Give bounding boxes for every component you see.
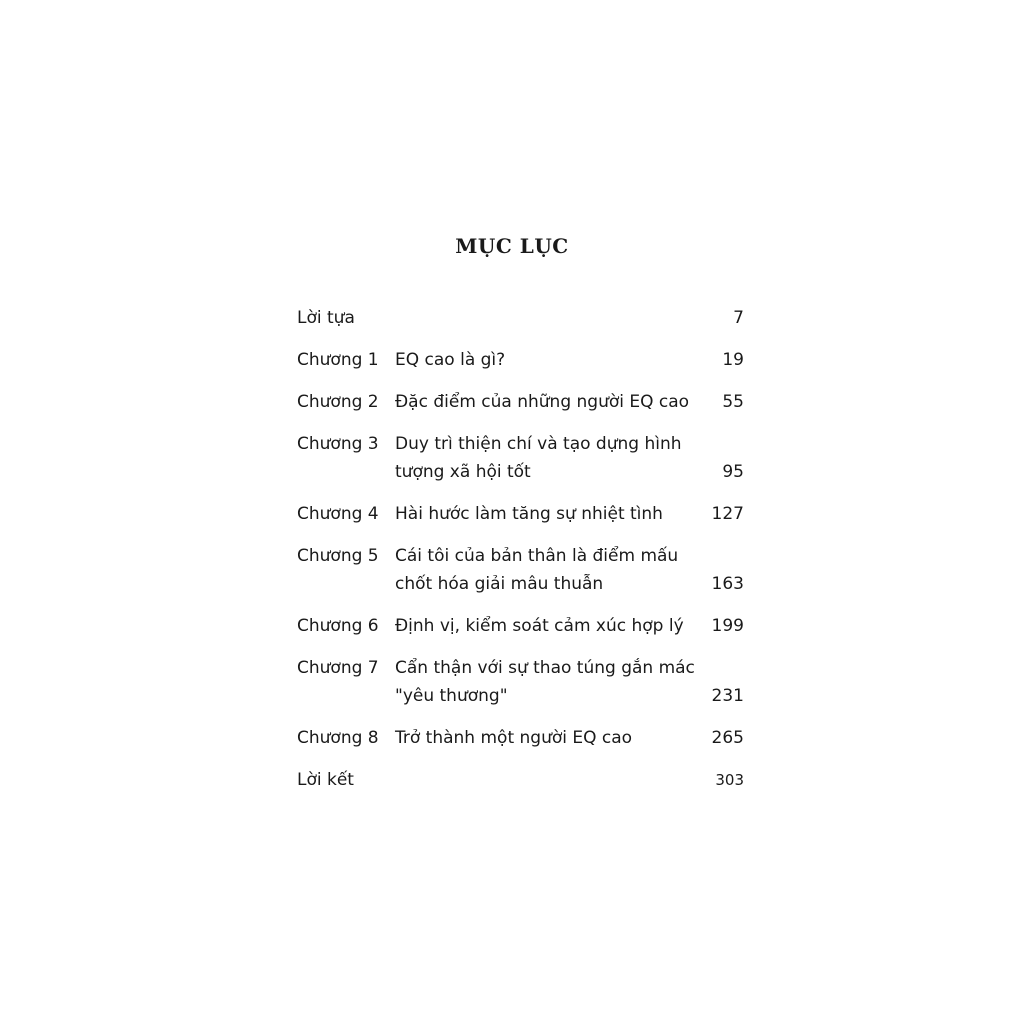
- toc-entry-chapter-6: [297, 612, 744, 640]
- toc-entry-title: [395, 654, 696, 710]
- toc-entry-label: Chương 3: [297, 434, 379, 454]
- toc-entry-title-line: Duy trì thiện chí và tạo dựng hình: [395, 434, 682, 454]
- toc-entry-title-line: Đặc điểm của những người EQ cao: [395, 392, 690, 412]
- toc-entry-label: Chương 4: [297, 504, 379, 524]
- toc-entry-chapter-7: [297, 654, 744, 710]
- toc-entry-title: [395, 766, 696, 794]
- toc-entry-label: Chương 5: [297, 546, 379, 566]
- toc-entry-label: Chương 2: [297, 392, 379, 412]
- toc-entry-label: Chương 6: [297, 616, 379, 636]
- toc-entry-page: 19: [722, 350, 744, 370]
- toc-entry-preface: [297, 304, 744, 332]
- toc-entry-label: Chương 7: [297, 658, 379, 678]
- toc-entry-page: 199: [711, 616, 744, 636]
- toc-entry-chapter-2: [297, 388, 744, 416]
- toc-entry-title: [395, 724, 696, 752]
- toc-entry-title-line: tượng xã hội tốt: [395, 462, 531, 482]
- toc-entry-page: 7: [733, 308, 744, 328]
- toc-entry-page: 163: [711, 574, 744, 594]
- toc-entry-title: [395, 542, 696, 598]
- toc-entry-page: 95: [722, 462, 744, 482]
- toc-entry-title: [395, 346, 696, 374]
- toc-entry-chapter-8: [297, 724, 744, 752]
- toc-entry-title-line: EQ cao là gì?: [395, 350, 506, 370]
- toc-entry-title: [395, 430, 696, 486]
- toc-entry-page: 55: [722, 392, 744, 412]
- toc-entry-page: 303: [715, 771, 744, 789]
- toc-entry-title: [395, 388, 696, 416]
- table-of-contents: [297, 304, 744, 808]
- toc-entry-title-line: Cẩn thận với sự thao túng gắn mác: [395, 658, 695, 678]
- toc-entry-title: [395, 304, 696, 332]
- toc-entry-title-line: Cái tôi của bản thân là điểm mấu: [395, 546, 679, 566]
- toc-entry-chapter-1: [297, 346, 744, 374]
- toc-entry-chapter-4: [297, 500, 744, 528]
- toc-entry-title-line: "yêu thương": [395, 686, 508, 706]
- toc-entry-chapter-5: [297, 542, 744, 598]
- toc-entry-label: Lời kết: [297, 770, 354, 790]
- toc-entry-title-line: chốt hóa giải mâu thuẫn: [395, 574, 604, 594]
- toc-entry-page: 265: [711, 728, 744, 748]
- toc-entry-label: Chương 8: [297, 728, 379, 748]
- toc-entry-page: 231: [711, 686, 744, 706]
- toc-entry-title-line: Hài hước làm tăng sự nhiệt tình: [395, 504, 663, 524]
- toc-entry-title-line: Trở thành một người EQ cao: [395, 728, 633, 748]
- page-title: MỤC LỤC: [455, 234, 569, 258]
- toc-entry-title: [395, 612, 696, 640]
- toc-entry-chapter-3: [297, 430, 744, 486]
- toc-entry-label: Lời tựa: [297, 308, 355, 328]
- toc-entry-label: Chương 1: [297, 350, 379, 370]
- toc-entry-title-line: Định vị, kiểm soát cảm xúc hợp lý: [395, 616, 684, 636]
- toc-entry-epilogue: [297, 766, 744, 794]
- toc-entry-title: [395, 500, 696, 528]
- toc-entry-page: 127: [711, 504, 744, 524]
